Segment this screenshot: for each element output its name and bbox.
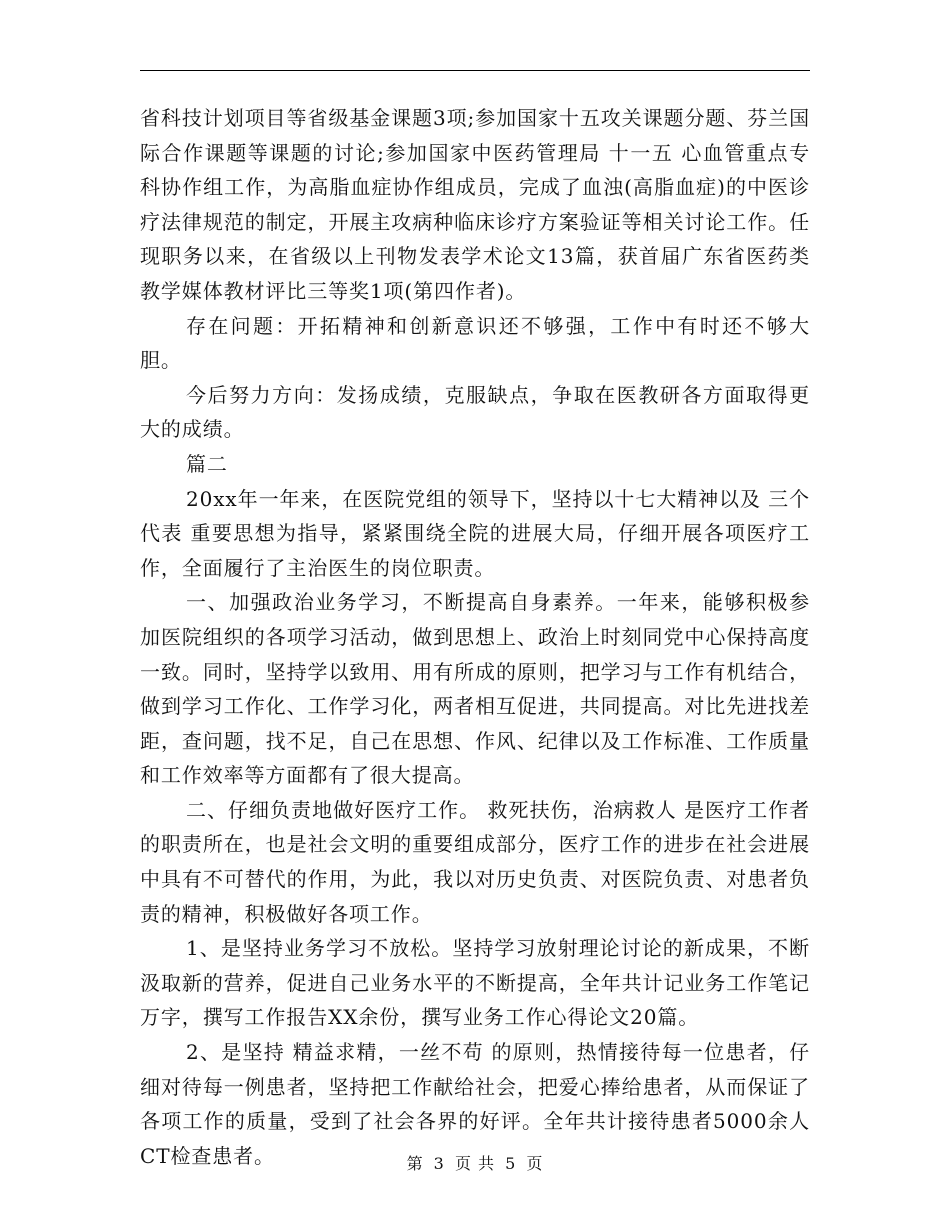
page-prefix: 第 [406, 1154, 424, 1173]
page-suffix: 页 [526, 1154, 544, 1173]
page-middle: 页 共 [454, 1154, 496, 1173]
paragraph-political-study: 一、加强政治业务学习，不断提高自身素养。一年来，能够积极参加医院组织的各项学习活动，做到思想上、政治上时刻同党中心保持高度一致。同时，坚持学以致用、用有所成的原则，把学习与工作有机结合，做到学习工作化、工作学习化，两者相互促进，共同提高。对比先进找差距，查问题，找不足，自己在思想、作风、纪律以及工作标准、工作质量和工作效率等方面都有了很大提高。 [140, 590, 810, 788]
section-heading: 篇二 [186, 451, 228, 476]
paragraph-problems: 存在问题：开拓精神和创新意识还不够强，工作中有时还不够大胆。 [140, 313, 810, 373]
page-number-footer [0, 1151, 950, 1174]
paragraph-future-direction: 今后努力方向：发扬成绩，克服缺点，争取在医教研各方面取得更大的成绩。 [140, 382, 810, 442]
paragraph-intro: 20xx年一年来，在医院党组的领导下，坚持以十七大精神以及 三个代表 重要思想为指导，紧紧围绕全院的进展大局，仔细开展各项医疗工作，全面履行了主治医生的岗位职责。 [140, 486, 810, 580]
document-body [140, 101, 810, 1173]
paragraph-item-2: 2、是坚持 精益求精，一丝不苟 的原则，热情接待每一位患者，仔细对待每一例患者，坚持把工作献给社会，把爱心捧给患者，从而保证了各项工作的质量，受到了社会各界的好评。全年共计接待患者5000余人CT检查患者。 [140, 1040, 810, 1168]
header-rule [140, 70, 810, 71]
paragraph-medical-work: 二、仔细负责地做好医疗工作。 救死扶伤，治病救人 是医疗工作者的职责所在，也是社会文明的重要组成部分，医疗工作的进步在社会进展中具有不可替代的作用，为此，我以对历史负责、对医院负责、对患者负责的精神，积极做好各项工作。 [140, 797, 810, 926]
paragraph-item-1: 1、是坚持业务学习不放松。坚持学习放射理论讨论的新成果，不断汲取新的营养，促进自己业务水平的不断提高，全年共计记业务工作笔记万字，撰写工作报告XX余份，撰写业务工作心得论文20篇。 [140, 936, 810, 1030]
paragraph-1: 省科技计划项目等省级基金课题3项;参加国家十五攻关课题分题、芬兰国际合作课题等课题的讨论;参加国家中医药管理局 十一五 心血管重点专科协作组工作，为高脂血症协作组成员，完成了血浊(高脂血症)的中医诊疗法律规范的制定，开展主攻病种临床诊疗方案验证等相关讨论工作。任现职务以来，在省级以上刊物发表学术论文13篇，获首届广东省医药类教学媒体教材评比三等奖1项(第四作者)。 [140, 106, 810, 303]
page-total: 5 [505, 1154, 517, 1173]
page-current: 3 [433, 1154, 445, 1173]
